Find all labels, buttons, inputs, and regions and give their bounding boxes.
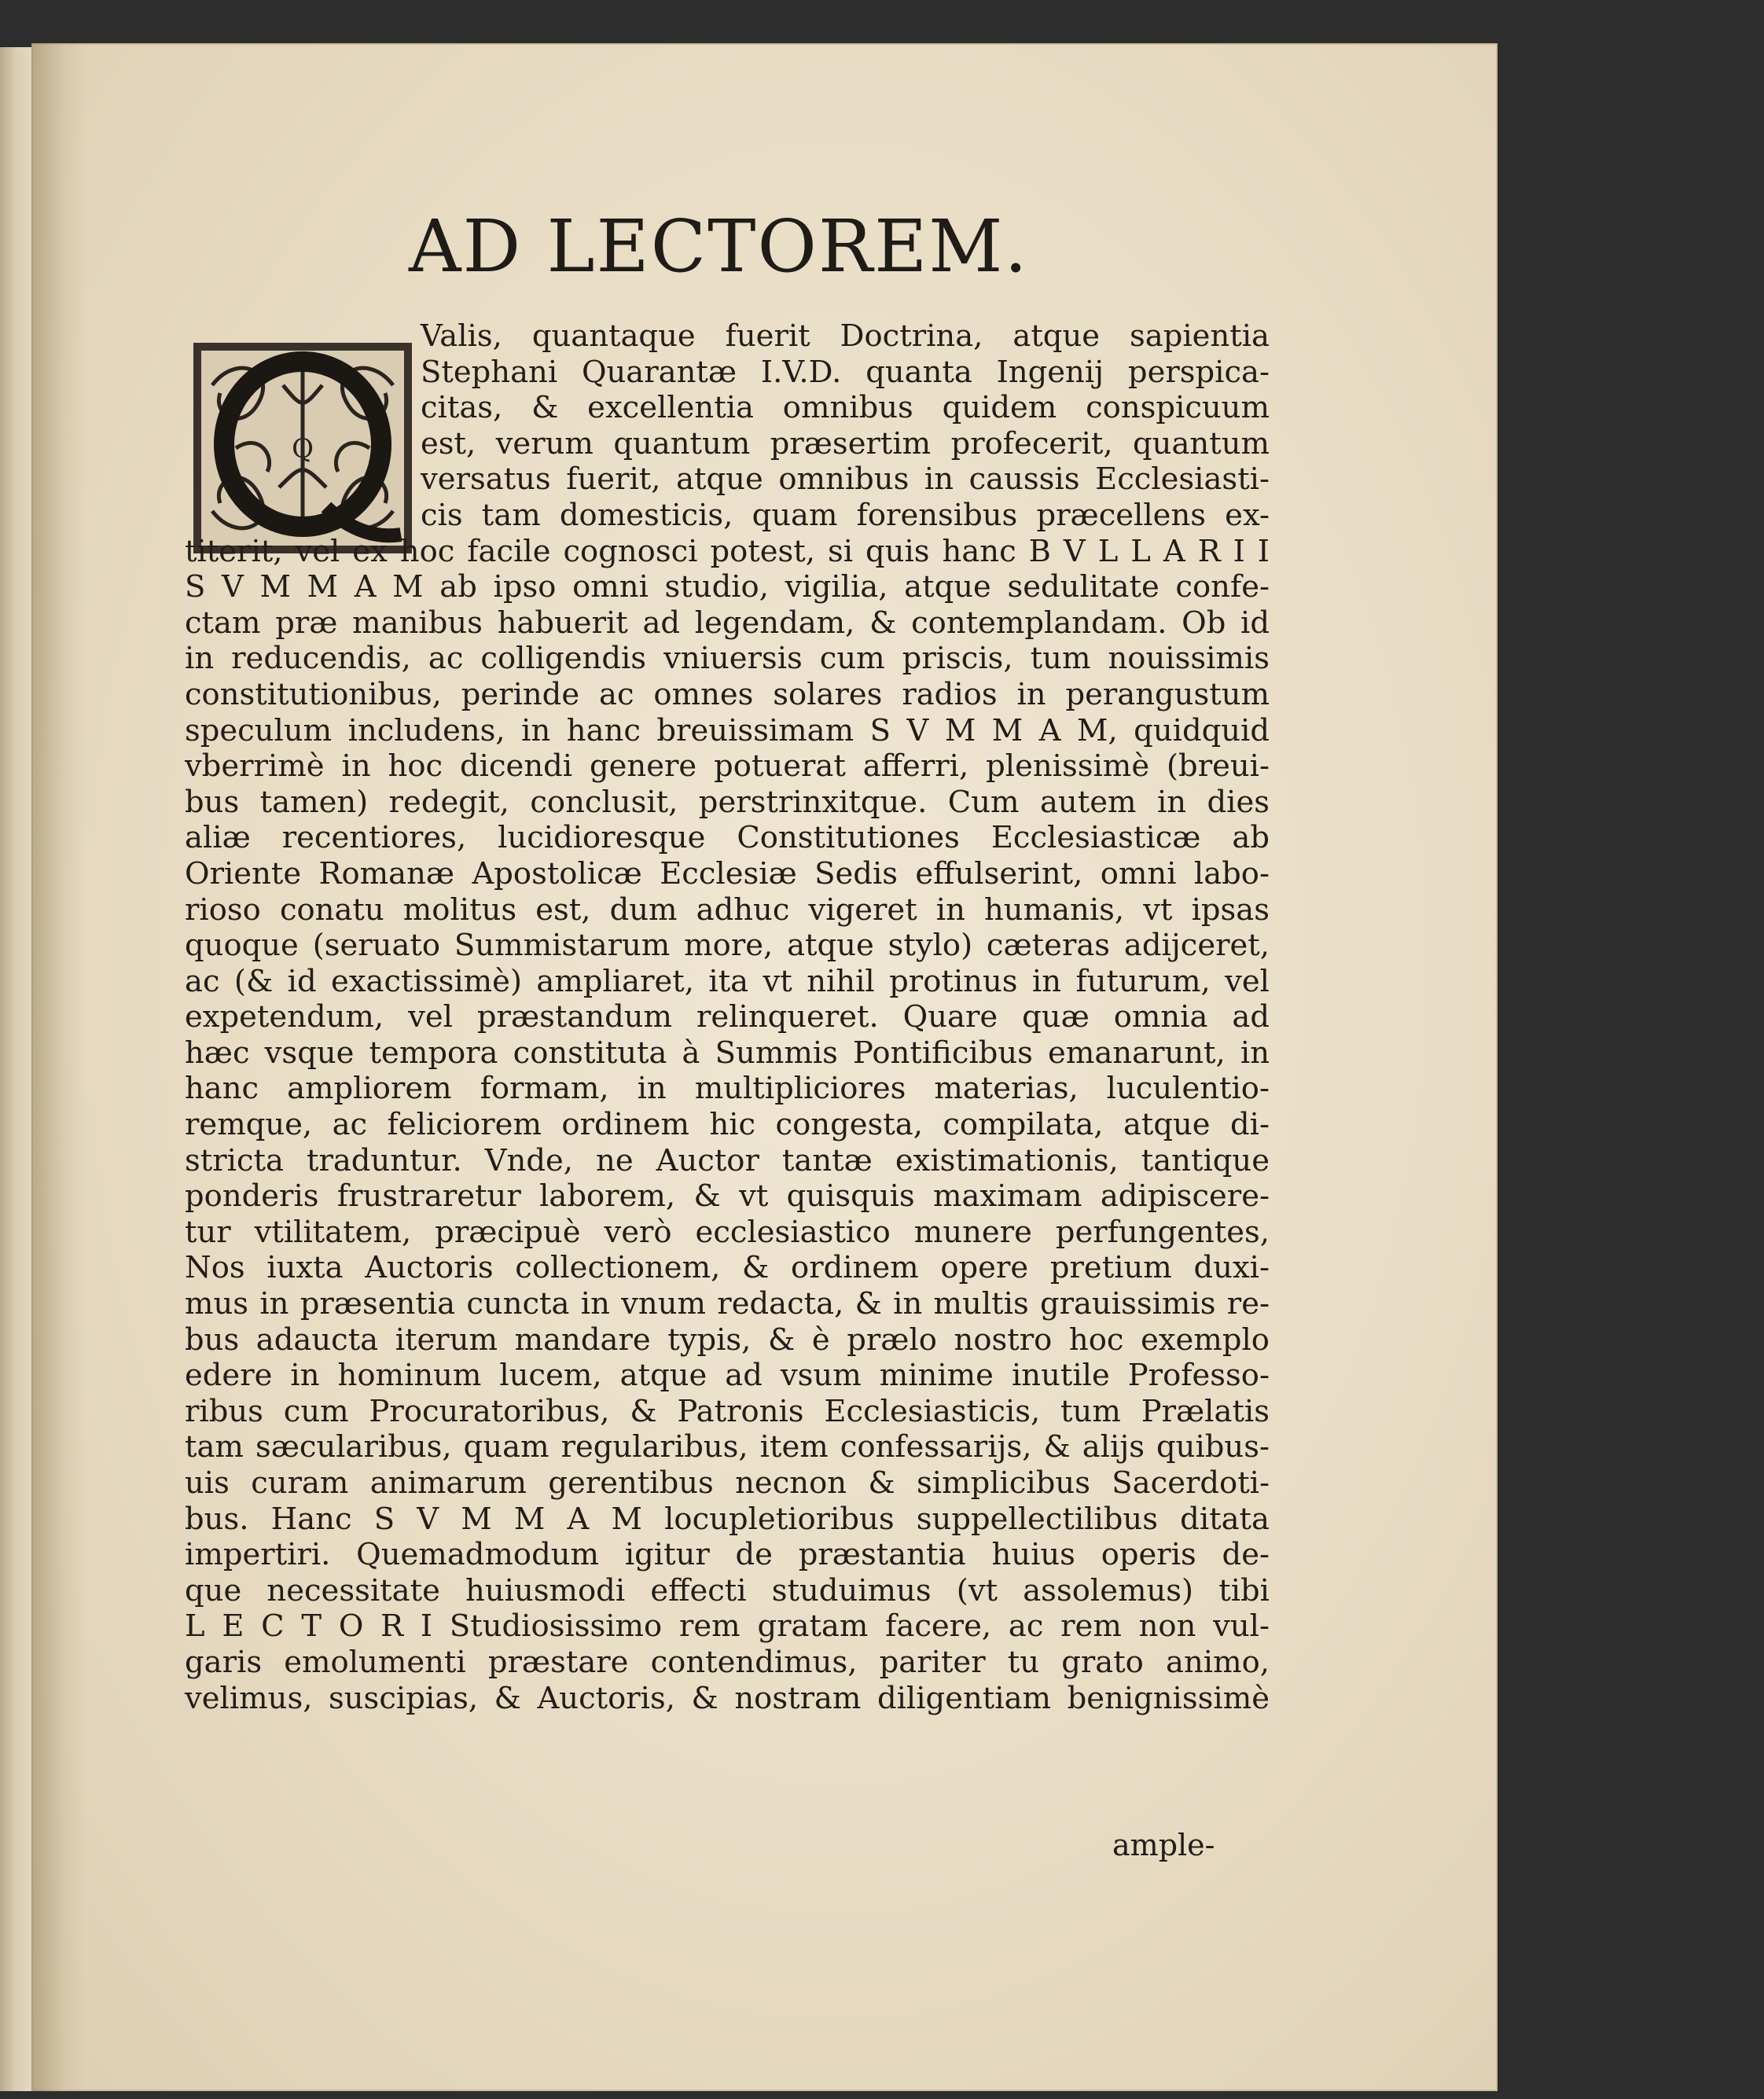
text-line: uis curam animarum gerentibus necnon & simplicibus Sacerdoti- [185, 1465, 1270, 1501]
text-line: bus tamen) redegit, conclusit, perstrinxitque. Cum autem in dies [185, 784, 1270, 820]
body-text [185, 318, 1270, 1716]
text-line: est, verum quantum præsertim profecerit, quantum [421, 425, 1270, 461]
text-line: tam sæcularibus, quam regularibus, item confessarijs, & alijs quibus- [185, 1429, 1270, 1465]
text-line: rioso conatu molitus est, dum adhuc vigeret in humanis, vt ipsas [185, 891, 1270, 928]
text-line: impertiri. Quemadmodum igitur de præstantia huius operis de- [185, 1537, 1270, 1573]
book-page [31, 43, 1498, 2091]
text-line: titerit, vel ex hoc facile cognosci potest, si quis hanc B V L L A R I I [185, 533, 1270, 569]
text-line: constitutionibus, perinde ac omnes solares radios in perangustum [185, 676, 1270, 712]
text-line: edere in hominum lucem, atque ad vsum minime inutile Professo- [185, 1358, 1270, 1394]
text-line: velimus, suscipias, & Auctoris, & nostram diligentiam benignissimè [185, 1680, 1270, 1716]
text-line: Oriente Romanæ Apostolicæ Ecclesiæ Sedis effulserint, omni labo- [185, 855, 1270, 891]
text-line: citas, & excellentia omnibus quidem conspicuum [421, 390, 1270, 426]
text-line: ponderis frustraretur laborem, & vt quisquis maximam adipiscere- [185, 1178, 1270, 1215]
text-line: S V M M A M ab ipso omni studio, vigilia, atque sedulitate confe- [185, 569, 1270, 605]
text-line: Nos iuxta Auctoris collectionem, & ordinem opere pretium duxi- [185, 1250, 1270, 1286]
text-line: garis emolumenti præstare contendimus, pariter tu grato animo, [185, 1644, 1270, 1680]
text-line: bus adaucta iterum mandare typis, & è prælo nostro hoc exemplo [185, 1322, 1270, 1358]
text-line: hæc vsque tempora constituta à Summis Pontificibus emanarunt, in [185, 1035, 1270, 1071]
text-line: expetendum, vel præstandum relinqueret. Quare quæ omnia ad [185, 999, 1270, 1035]
text-line: hanc ampliorem formam, in multipliciores materias, luculentio- [185, 1071, 1270, 1107]
page-gutter-shadow [31, 43, 86, 2091]
text-line: ctam præ manibus habuerit ad legendam, & contemplandam. Ob id [185, 605, 1270, 641]
page-heading: AD LECTOREM. [409, 204, 1029, 289]
text-line: versatus fuerit, atque omnibus in caussis Ecclesiasti- [421, 461, 1270, 498]
catchword: ample- [1112, 1828, 1215, 1862]
text-line: tur vtilitatem, præcipuè verò ecclesiastico munere perfungentes, [185, 1214, 1270, 1250]
text-line: ac (& id exactissimè) ampliaret, ita vt nihil protinus in futurum, vel [185, 963, 1270, 999]
text-line: remque, ac feliciorem ordinem hic congesta, compilata, atque di- [185, 1107, 1270, 1143]
text-line: mus in præsentia cuncta in vnum redacta, & in multis grauissimis re- [185, 1286, 1270, 1322]
text-line: que necessitate huiusmodi effecti studuimus (vt assolemus) tibi [185, 1572, 1270, 1608]
text-line: L E C T O R I Studiosissimo rem gratam facere, ac rem non vul- [185, 1608, 1270, 1645]
text-line: vberrimè in hoc dicendi genere potuerat afferri, plenissimè (breui- [185, 748, 1270, 785]
text-line: aliæ recentiores, lucidioresque Constitutiones Ecclesiasticæ ab [185, 820, 1270, 856]
text-line: Stephani Quarantæ I.V.D. quanta Ingenij perspica- [421, 354, 1270, 390]
text-line: stricta traduntur. Vnde, ne Auctor tantæ existimationis, tantique [185, 1142, 1270, 1178]
text-line: cis tam domesticis, quam forensibus præcellens ex- [421, 497, 1270, 533]
text-line: quoque (seruato Summistarum more, atque stylo) cæteras adijceret, [185, 928, 1270, 964]
text-line: speculum includens, in hanc breuissimam S V M M A M, quidquid [185, 712, 1270, 748]
initial-letter-text: Q [292, 433, 314, 465]
text-line: in reducendis, ac colligendis vniuersis cum priscis, tum nouissimis [185, 641, 1270, 677]
text-line: ribus cum Procuratoribus, & Patronis Ecclesiasticis, tum Prælatis [185, 1393, 1270, 1429]
text-line: bus. Hanc S V M M A M locupletioribus suppellectilibus ditata [185, 1501, 1270, 1537]
text-line: Valis, quantaque fuerit Doctrina, atque sapientia [421, 318, 1270, 354]
